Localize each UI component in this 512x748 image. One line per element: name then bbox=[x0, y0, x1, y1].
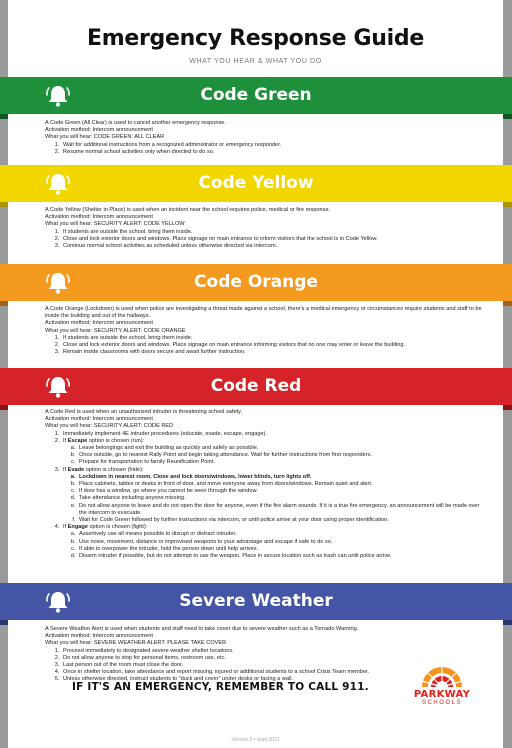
list-item: 1. Proceed immediately to designated severe weather shelter locations. bbox=[61, 648, 395, 655]
activation-method: Activation method: Intercom announcement bbox=[45, 214, 153, 221]
steps-list bbox=[61, 229, 485, 251]
steps-list bbox=[61, 335, 485, 357]
list-item: 3. Continue normal school activities as scheduled unless otherwise directed via intercom. bbox=[61, 243, 485, 250]
escape-substeps bbox=[77, 445, 485, 467]
code-orange-banner bbox=[0, 264, 512, 301]
list-item: d. Take attendance including anyone missing. bbox=[77, 495, 485, 502]
evade-substeps bbox=[77, 474, 485, 524]
intro-text: A Code Red is used when an unauthorized intruder is threatening school safety. bbox=[45, 409, 243, 415]
step-text: If bbox=[63, 524, 68, 531]
list-item: 3. Remain inside classrooms with doors secure and await further instruction. bbox=[61, 349, 485, 356]
step-text: If bbox=[63, 437, 68, 444]
severe-weather-section bbox=[45, 626, 395, 684]
step-text: If bbox=[63, 466, 68, 473]
list-item: b. Once outside, go to nearest Rally Point and begin taking attendance. Wait for further instructions from first responders. bbox=[77, 452, 485, 459]
what-you-hear: What you will hear: SECURITY ALERT: CODE YELLOW bbox=[45, 221, 185, 228]
step-keyword: Escape bbox=[67, 437, 88, 444]
code-orange-section bbox=[45, 306, 485, 356]
banner-fold bbox=[503, 114, 512, 119]
list-item: c. If door has a window, go where you cannot be seen through the window. bbox=[77, 488, 485, 495]
intro-text: A Code Yellow (Shelter in Place) is used when an incident near the school requires police, medical or fire response. bbox=[45, 207, 331, 213]
activation-method: Activation method: Intercom announcement bbox=[45, 633, 153, 640]
version-note: Version 2 • Sept 2021 bbox=[231, 737, 280, 743]
list-item: b. Use noise, movement, distance or improvised weapons to your advantage and escape if safe to do so. bbox=[77, 539, 485, 546]
list-item: 2. Resume normal school activities only when directed to do so. bbox=[61, 149, 485, 156]
severe-weather-banner bbox=[0, 583, 512, 620]
banner-fold bbox=[0, 405, 8, 410]
activation-method: Activation method: Intercom announcement bbox=[45, 127, 153, 134]
list-item: 3. Last person out of the room must close the door. bbox=[61, 662, 395, 669]
banner-fold bbox=[503, 620, 512, 625]
list-item: e. Do not allow anyone to leave and do not open the door for anyone, even if the fire alarm sounds. If it is a true fire emergency, an announcement will be made over the intercom to evacuate. bbox=[77, 503, 485, 517]
code-red-section bbox=[45, 409, 485, 560]
list-item: 2. Close and lock exterior doors and windows. Place signage on main entrance to inform visitors that the school is in Code Yellow. bbox=[61, 236, 485, 243]
banner-fold bbox=[0, 301, 8, 306]
list-item: b. Place cabinets, tables or desks in front of door, and move everyone away from doors/windows. Remain quiet and alert. bbox=[77, 481, 485, 488]
engage-substeps bbox=[77, 531, 485, 560]
what-you-hear: What you will hear: SECURITY ALERT: CODE ORANGE bbox=[45, 327, 186, 334]
step-keyword: Evade bbox=[67, 466, 85, 473]
list-item: c. If able to overpower the intruder, hold the person down until help arrives. bbox=[77, 546, 485, 553]
activation-method: Activation method: Intercom announcement bbox=[45, 416, 153, 423]
code-yellow-title: Code Yellow bbox=[198, 173, 314, 193]
logo-name: PARKWAY bbox=[413, 689, 471, 700]
banner-fold bbox=[0, 620, 8, 625]
code-green-banner bbox=[0, 77, 512, 114]
list-item: 4. Once in shelter location, take attendance and report missing, injured or additional students to a school Crisis Team member. bbox=[61, 669, 395, 676]
list-item: d. Disarm intruder if possible, but do not attempt to use the weapon. Place in secure location such as trash can until police arrive. bbox=[77, 553, 485, 560]
intro-text: A Code Orange (Lockdown) is used when police are investigating a threat made against a school, there's a medical emergency or circumstances require students and staff to be inside the building and out of the hallways. bbox=[45, 306, 482, 320]
intro-text: A Code Green (All Clear) is used to cancel another emergency response. bbox=[45, 120, 226, 126]
list-item: c. Prepare for transportation to family Reunification Point. bbox=[77, 459, 485, 466]
banner-fold bbox=[503, 301, 512, 306]
list-item bbox=[61, 467, 485, 525]
list-item: 5. Unless otherwise directed, instruct students to "duck and cover" under desks or facing a wall. bbox=[61, 676, 395, 683]
page-title: Emergency Response Guide bbox=[87, 26, 424, 51]
guide-page bbox=[8, 0, 503, 748]
list-item: a. Leave belongings and exit the building as quickly and safely as possible. bbox=[77, 445, 485, 452]
sunrise-icon bbox=[420, 665, 464, 689]
code-green-section bbox=[45, 120, 485, 156]
code-orange-title: Code Orange bbox=[194, 272, 318, 292]
severe-weather-title: Severe Weather bbox=[179, 591, 333, 611]
list-item: 1. Wait for additional instructions from a recognized administrator or emergency responder. bbox=[61, 142, 485, 149]
step-text: option is chosen (fight): bbox=[87, 524, 148, 531]
list-item: f. Wait for Code Green followed by further instructions via intercom, or until police arrive at your door using proper identification. bbox=[77, 517, 485, 524]
step-text: option is chosen (run): bbox=[87, 437, 145, 444]
activation-method: Activation method: Intercom announcement bbox=[45, 320, 153, 327]
steps-list bbox=[61, 431, 485, 561]
what-you-hear: What you will hear: CODE GREEN: ALL CLEAR bbox=[45, 134, 165, 141]
intro-text: A Severe Weather Alert is used when students and staff need to take cover due to severe weather such as a Tornado Warning. bbox=[45, 626, 359, 632]
parkway-schools-logo bbox=[412, 665, 472, 715]
list-item: 2. Close and lock exterior doors and windows. Place signage on main entrance informing visitors that no one may enter or leave the building. bbox=[61, 342, 485, 349]
steps-list bbox=[61, 648, 395, 684]
list-item: 1. If students are outside the school, bring them inside. bbox=[61, 335, 485, 342]
banner-fold bbox=[0, 202, 8, 207]
step-keyword: Engage bbox=[67, 524, 88, 531]
code-yellow-banner bbox=[0, 165, 512, 202]
list-item bbox=[61, 438, 485, 467]
banner-fold bbox=[0, 114, 8, 119]
what-you-hear: What you will hear: SECURITY ALERT: CODE RED bbox=[45, 423, 174, 430]
call-911-reminder: IF IT'S AN EMERGENCY, REMEMBER TO CALL 911. bbox=[72, 681, 369, 693]
page-subtitle: WHAT YOU HEAR & WHAT YOU DO bbox=[189, 58, 322, 65]
list-item: a. Assertively use all means possible to disrupt or distract intruder. bbox=[77, 531, 485, 538]
code-red-banner bbox=[0, 368, 512, 405]
code-yellow-section bbox=[45, 207, 485, 250]
banner-fold bbox=[503, 202, 512, 207]
what-you-hear: What you will hear: SEVERE WEATHER ALERT: PLEASE TAKE COVER bbox=[45, 640, 227, 647]
banner-fold bbox=[503, 405, 512, 410]
list-item: a. Lockdown in nearest room. Close and lock doors/windows, lower blinds, turn lights off. bbox=[77, 474, 485, 481]
logo-subtitle: SCHOOLS bbox=[422, 700, 462, 706]
list-item: 1. If students are outside the school, bring them inside. bbox=[61, 229, 485, 236]
code-green-title: Code Green bbox=[200, 85, 312, 105]
step-text: option is chosen (hide): bbox=[84, 466, 144, 473]
list-item: 1. Immediately implement 4E intruder procedures (educate, evade, escape, engage). bbox=[61, 431, 485, 438]
list-item: 2. Do not allow anyone to stop for personal items, restroom use, etc. bbox=[61, 655, 395, 662]
list-item bbox=[61, 524, 485, 560]
code-red-title: Code Red bbox=[210, 376, 302, 396]
steps-list bbox=[61, 142, 485, 156]
